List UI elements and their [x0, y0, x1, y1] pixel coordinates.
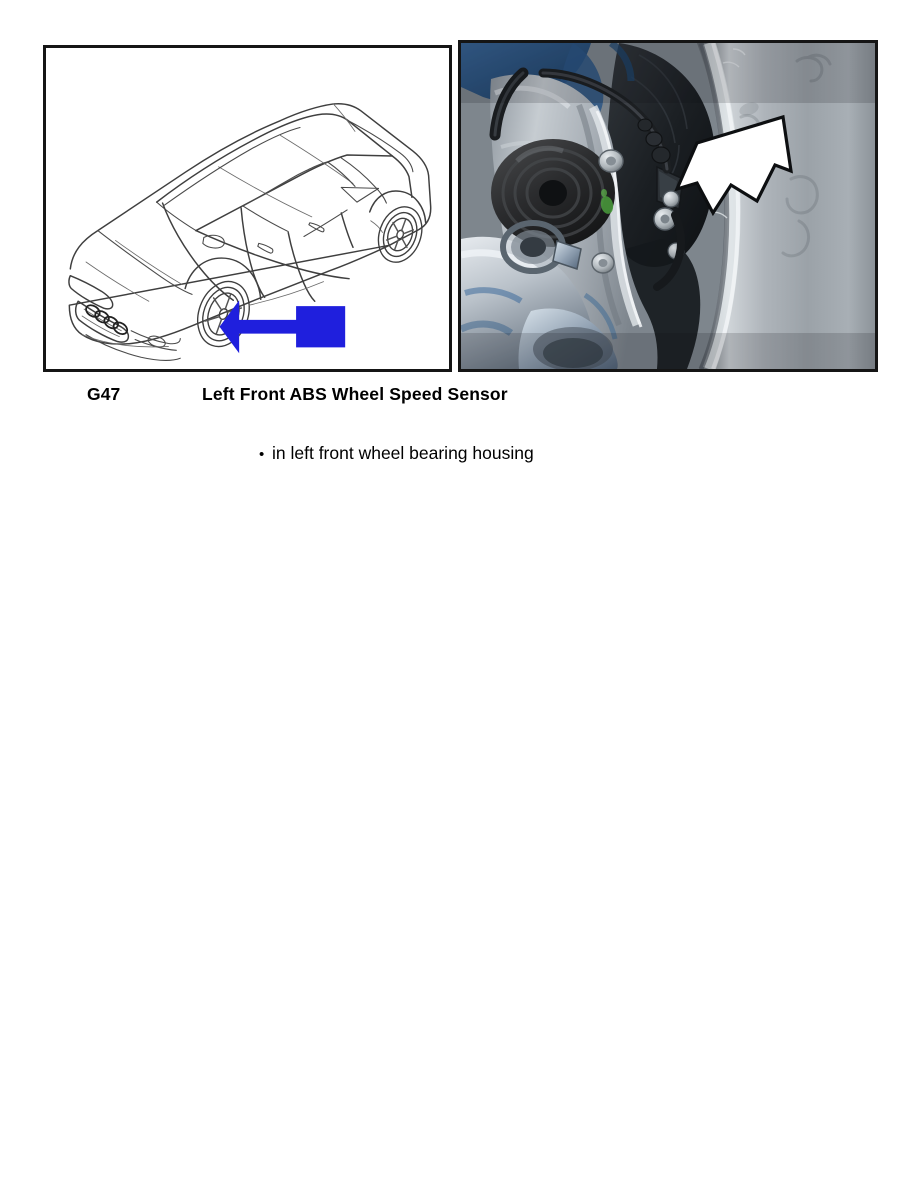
abs-sensor-photograph: [461, 43, 875, 369]
vehicle-illustration-canvas: [46, 48, 449, 369]
location-note: [259, 443, 859, 469]
vehicle-illustration-panel: [43, 45, 452, 372]
location-note-text: in left front wheel bearing housing: [272, 443, 534, 463]
wheel-bearing-housing-photo-panel: [458, 40, 878, 372]
audi-sedan-line-drawing: [46, 48, 449, 369]
figure-caption: [0, 384, 918, 414]
figure-row: [0, 0, 918, 380]
component-code: G47: [87, 384, 121, 404]
wheel-bearing-housing-photo-canvas: [461, 43, 875, 369]
component-title: Left Front ABS Wheel Speed Sensor: [202, 384, 508, 404]
bullet-marker: •: [259, 446, 265, 463]
page-blank-area: [0, 480, 918, 1188]
